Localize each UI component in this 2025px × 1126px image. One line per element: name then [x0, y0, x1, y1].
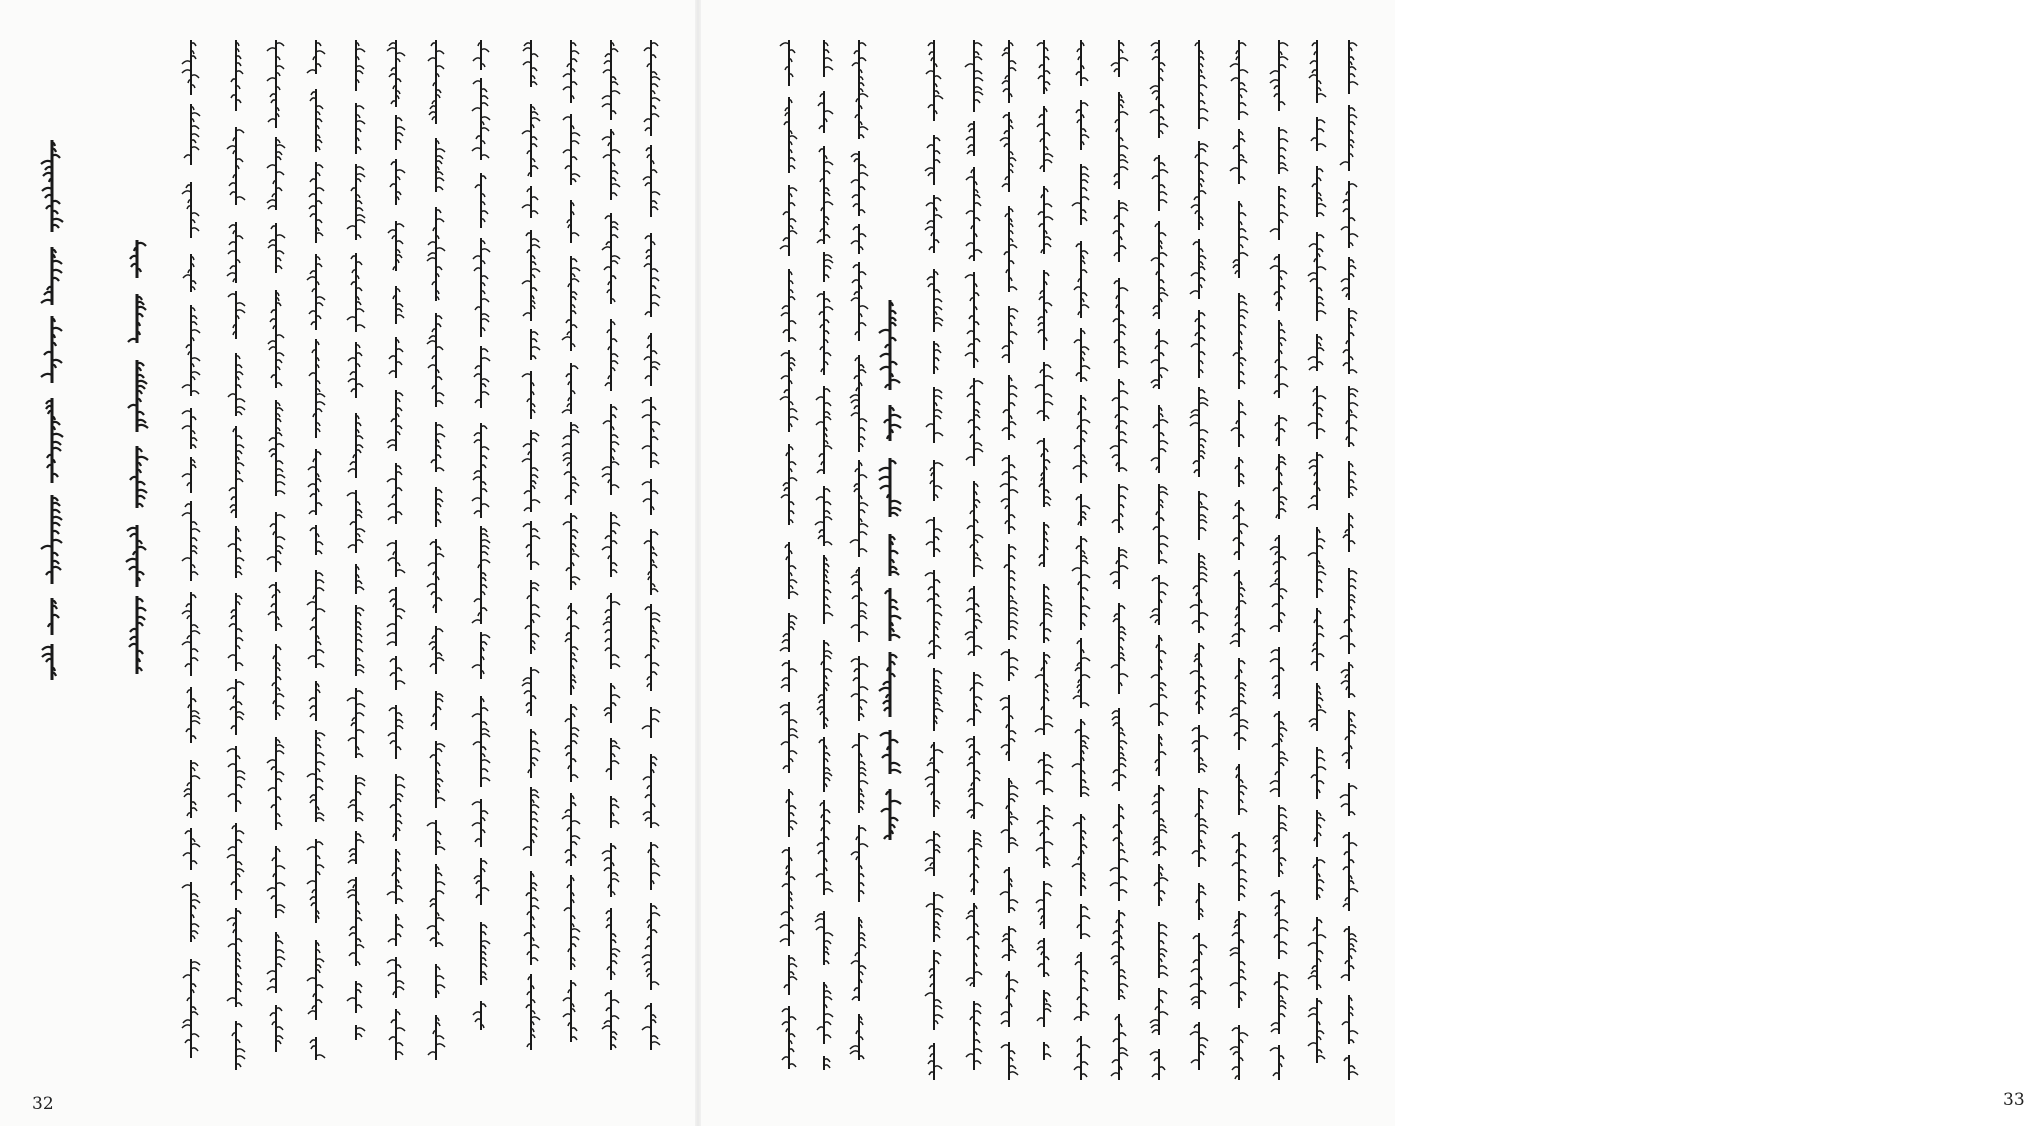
left-text-column-5 [265, 40, 291, 1060]
right-text-column-5 [923, 40, 949, 1080]
left-text-column-12 [560, 40, 586, 1060]
right-text-column-12 [1188, 40, 1214, 1070]
right-text-column-15 [1306, 40, 1332, 1080]
right-text-column-8 [1033, 40, 1059, 1060]
right-text-column-11 [1148, 40, 1174, 1080]
left-text-column-10 [470, 40, 496, 1030]
right-text-column-2 [813, 40, 839, 1070]
right-text-column-7 [998, 40, 1024, 1080]
right-text-column-4 [878, 300, 904, 840]
left-text-column-13 [600, 40, 626, 1050]
right-text-column-10 [1108, 40, 1134, 1080]
page-number-right: 33 [2003, 1090, 2025, 1110]
page-number-left: 32 [32, 1094, 54, 1114]
left-text-column-4 [225, 40, 251, 1070]
left-text-column-11 [520, 40, 546, 1050]
right-text-column-14 [1268, 40, 1294, 1080]
left-text-column-1 [40, 140, 66, 680]
right-page [698, 0, 2025, 1126]
right-text-column-13 [1228, 40, 1254, 1080]
right-text-column-9 [1070, 40, 1096, 1080]
left-page [0, 0, 697, 1126]
right-text-column-16 [1338, 40, 1364, 1080]
right-text-column-3 [848, 40, 874, 1060]
right-text-column-6 [963, 40, 989, 1070]
left-text-column-14 [640, 40, 666, 1050]
left-text-column-8 [385, 40, 411, 1060]
left-text-column-2 [125, 240, 151, 680]
left-text-column-9 [425, 40, 451, 1060]
left-text-column-7 [345, 40, 371, 1040]
left-text-column-3 [180, 40, 206, 1070]
right-text-column-1 [778, 40, 804, 1080]
left-text-column-6 [305, 40, 331, 1060]
